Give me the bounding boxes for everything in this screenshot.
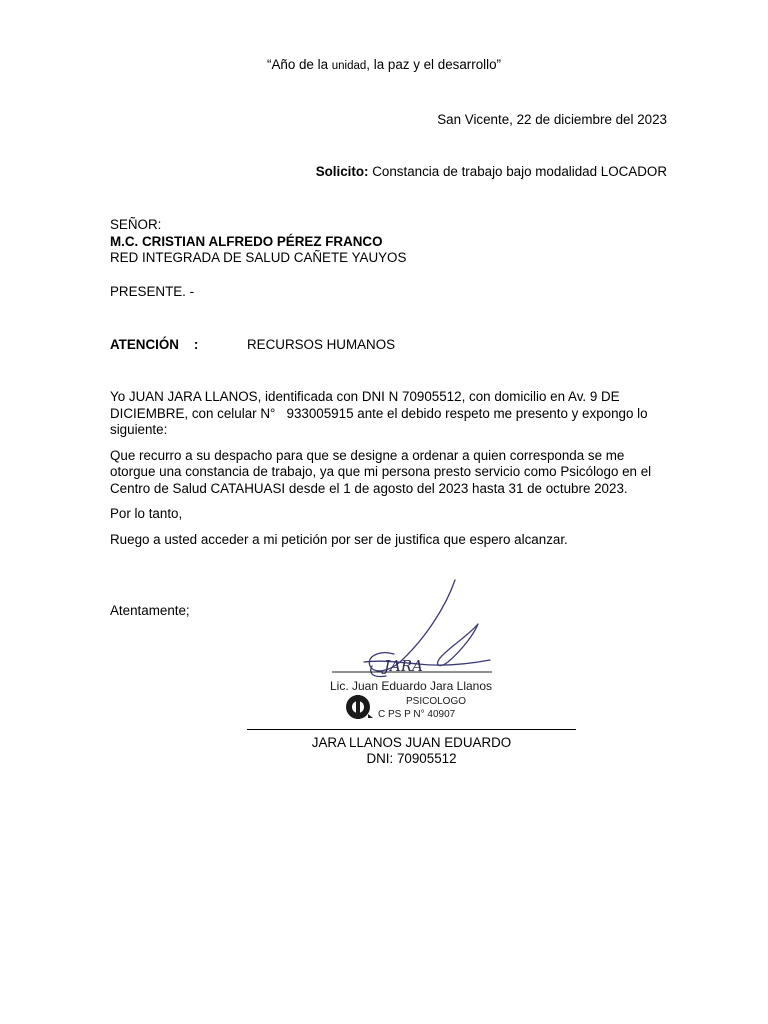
presente-line: PRESENTE. - [110,284,195,299]
addressee-name: M.C. CRISTIAN ALFREDO PÉREZ FRANCO [110,233,383,249]
closing-line: Atentamente; [110,603,190,618]
body-paragraph: Ruego a usted acceder a mi petición por ser de justifica que espero alcanzar. [110,531,568,547]
motto-text-start: “Año de la [266,57,332,72]
body-paragraph: Yo JUAN JARA LLANOS, identificada con DNI N 70905512, con domicilio en Av. 9 DE DICIEMBRE, con celular N° 933005915 ante el debido respeto me presento y expongo lo siguiente: [110,389,652,437]
stamp-registration: C PS P N° 40907 [378,709,456,720]
subject-label: Solicito: [315,164,369,179]
subject-text: Constancia de trabajo bajo modalidad LOCADOR [368,164,667,179]
stamp-title: PSICOLOGO [406,696,467,707]
body-paragraph: Que recurro a su despacho para que se designe a ordenar a quien corresponda se me otorgue una constancia de trabajo, ya que mi persona presto servicio como Psicólogo en el Centro de Salud CATAHUASI desde el 1 de agosto del 2023 hasta 31 de octubre 2023. [110,447,652,496]
motto-text-small: unidad [331,60,367,72]
signer-name: JARA LLANOS JUAN EDUARDO [311,735,512,750]
attention-value: RECURSOS HUMANOS [247,337,396,352]
signature-line [247,729,576,730]
addressee-block [110,217,406,267]
date-line: San Vicente, 22 de diciembre del 2023 [437,112,667,127]
body-paragraph: Por lo tanto, [110,506,183,521]
psychology-college-logo-icon [346,695,373,719]
handwritten-signature [364,580,490,677]
letter-body [110,389,670,557]
attention-label: ATENCIÓN : [110,337,199,352]
signature-text: JARA [384,657,423,675]
addressee-organization: RED INTEGRADA DE SALUD CAÑETE YAUYOS [110,250,407,265]
motto-text-end: , la paz y el desarrollo” [366,57,502,72]
subject-line [316,164,667,181]
header-motto [0,57,768,75]
attention-line [110,337,395,354]
signer-dni: DNI: 70905512 [366,751,457,766]
addressee-salutation: SEÑOR: [110,217,162,232]
signature-stamp [328,576,498,726]
stamp-name: Lic. Juan Eduardo Jara Llanos [330,679,492,693]
